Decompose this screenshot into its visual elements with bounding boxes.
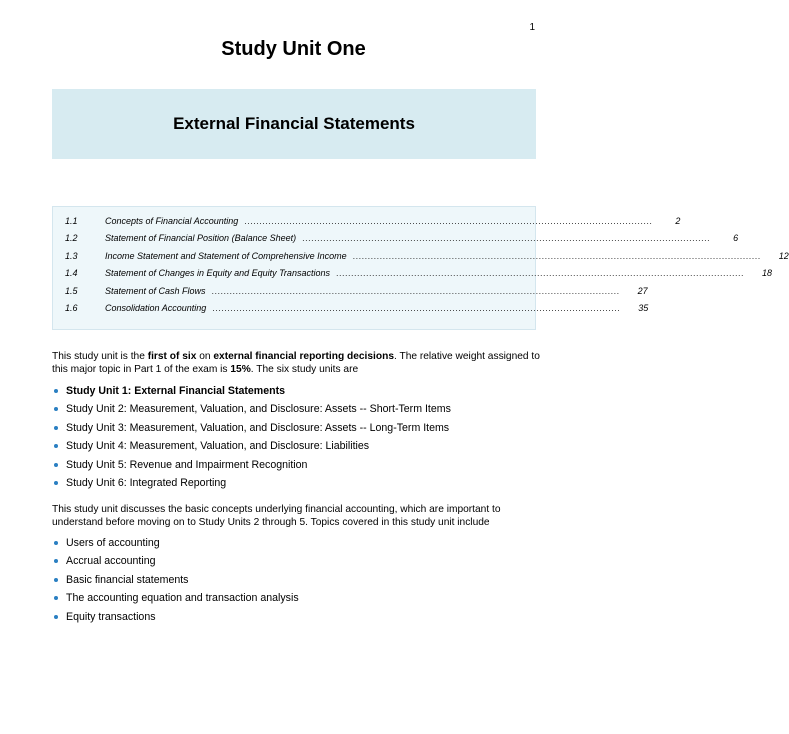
toc-number: 1.2: [65, 233, 78, 244]
list-item-text: Basic financial statements: [66, 573, 189, 586]
toc-page: 12: [778, 250, 789, 261]
toc-row[interactable]: [65, 268, 773, 285]
list-item-text: Accrual accounting: [66, 555, 156, 568]
toc-title: Statement of Financial Position (Balance Sheet): [105, 233, 297, 244]
bullet-icon: [54, 389, 58, 393]
toc-number: 1.6: [65, 302, 78, 313]
toc-title: Consolidation Accounting: [105, 302, 207, 313]
intro-text: . The six study units are: [250, 364, 359, 375]
toc-row[interactable]: [65, 216, 681, 233]
toc-title: Statement of Cash Flows: [105, 285, 206, 296]
toc-title: Statement of Changes in Equity and Equity Transactions: [105, 268, 330, 279]
list-item: [52, 476, 542, 494]
bullet-icon: [54, 463, 58, 467]
bullet-icon: [54, 559, 58, 563]
bullet-icon: [54, 578, 58, 582]
list-item-text: Study Unit 3: Measurement, Valuation, and Disclosure: Assets -- Long-Term Items: [66, 421, 450, 434]
list-item-text: Equity transactions: [66, 610, 156, 623]
bullet-icon: [54, 541, 58, 545]
toc-number: 1.4: [65, 268, 78, 279]
list-item: [52, 384, 542, 402]
chapter-banner: [52, 89, 536, 159]
table-of-contents: [52, 206, 789, 330]
toc-page: 35: [638, 302, 649, 313]
list-item-text: Study Unit 1: External Financial Statements: [66, 385, 285, 397]
toc-leader-dots: ........................................................................................................................................: [335, 268, 745, 279]
toc-row[interactable]: [65, 285, 648, 303]
bullet-icon: [54, 444, 58, 448]
page-number: 1: [529, 22, 535, 33]
bullet-icon: [54, 615, 58, 619]
list-item-text: Study Unit 5: Revenue and Impairment Recognition: [66, 458, 308, 471]
toc-page: 18: [762, 268, 773, 279]
toc-title: Income Statement and Statement of Comprehensive Income: [105, 250, 347, 261]
toc-title: Concepts of Financial Accounting: [105, 216, 239, 226]
list-item: [52, 421, 542, 439]
toc-leader-dots: ........................................................................................................................................: [302, 233, 711, 244]
toc-row[interactable]: [65, 302, 649, 320]
bullet-icon: [54, 481, 58, 485]
list-item: [52, 591, 542, 609]
list-item: [52, 439, 542, 457]
toc-leader-dots: ........................................................................................................................................: [211, 285, 620, 296]
list-item: [52, 610, 542, 628]
topics-list: [52, 536, 542, 628]
intro-emphasis: external financial reporting decisions: [213, 351, 394, 362]
list-item: [52, 402, 542, 420]
toc-leader-dots: ........................................................................................................................................: [212, 302, 621, 313]
bullet-icon: [54, 596, 58, 600]
intro-text: . The relative weight assigned to this major topic in Part 1 of the exam is: [52, 351, 540, 375]
list-item: [52, 573, 542, 591]
toc-number: 1.3: [65, 250, 78, 261]
list-item-text: Users of accounting: [66, 537, 160, 549]
bullet-icon: [54, 426, 58, 430]
toc-page: 6: [733, 233, 739, 244]
discussion-paragraph: This study unit discusses the basic concepts underlying financial accounting, which are important to understand before moving on to Study Units 2 through 5. Topics covered in this study unit include: [52, 504, 501, 528]
banner-title: External Financial Statements: [173, 114, 415, 133]
toc-number: 1.1: [65, 216, 78, 226]
list-item-text: Study Unit 2: Measurement, Valuation, and Disclosure: Assets -- Short-Term Items: [66, 403, 451, 416]
intro-emphasis: first of six: [147, 351, 197, 362]
intro-text: This study unit is the: [52, 351, 148, 362]
intro-text: on: [196, 351, 214, 362]
list-item: [52, 554, 542, 572]
list-item-text: The accounting equation and transaction analysis: [66, 592, 299, 605]
list-item: [52, 458, 542, 476]
study-units-list: [52, 384, 542, 494]
toc-leader-dots: ........................................................................................................................................: [352, 250, 761, 261]
toc-row[interactable]: [65, 233, 739, 250]
bullet-icon: [54, 407, 58, 411]
list-item-text: Study Unit 6: Integrated Reporting: [66, 476, 227, 489]
intro-paragraph: [52, 350, 542, 376]
toc-leader-dots: ........................................................................................................................................: [244, 216, 653, 226]
toc-page: 2: [675, 216, 681, 226]
list-item-text: Study Unit 4: Measurement, Valuation, and Disclosure: Liabilities: [66, 440, 370, 453]
toc-number: 1.5: [65, 285, 78, 296]
intro-emphasis: 15%: [230, 364, 251, 375]
toc-row[interactable]: [65, 250, 789, 268]
list-item: [52, 536, 542, 554]
toc-page: 27: [637, 285, 648, 296]
unit-title: Study Unit One: [221, 38, 366, 60]
